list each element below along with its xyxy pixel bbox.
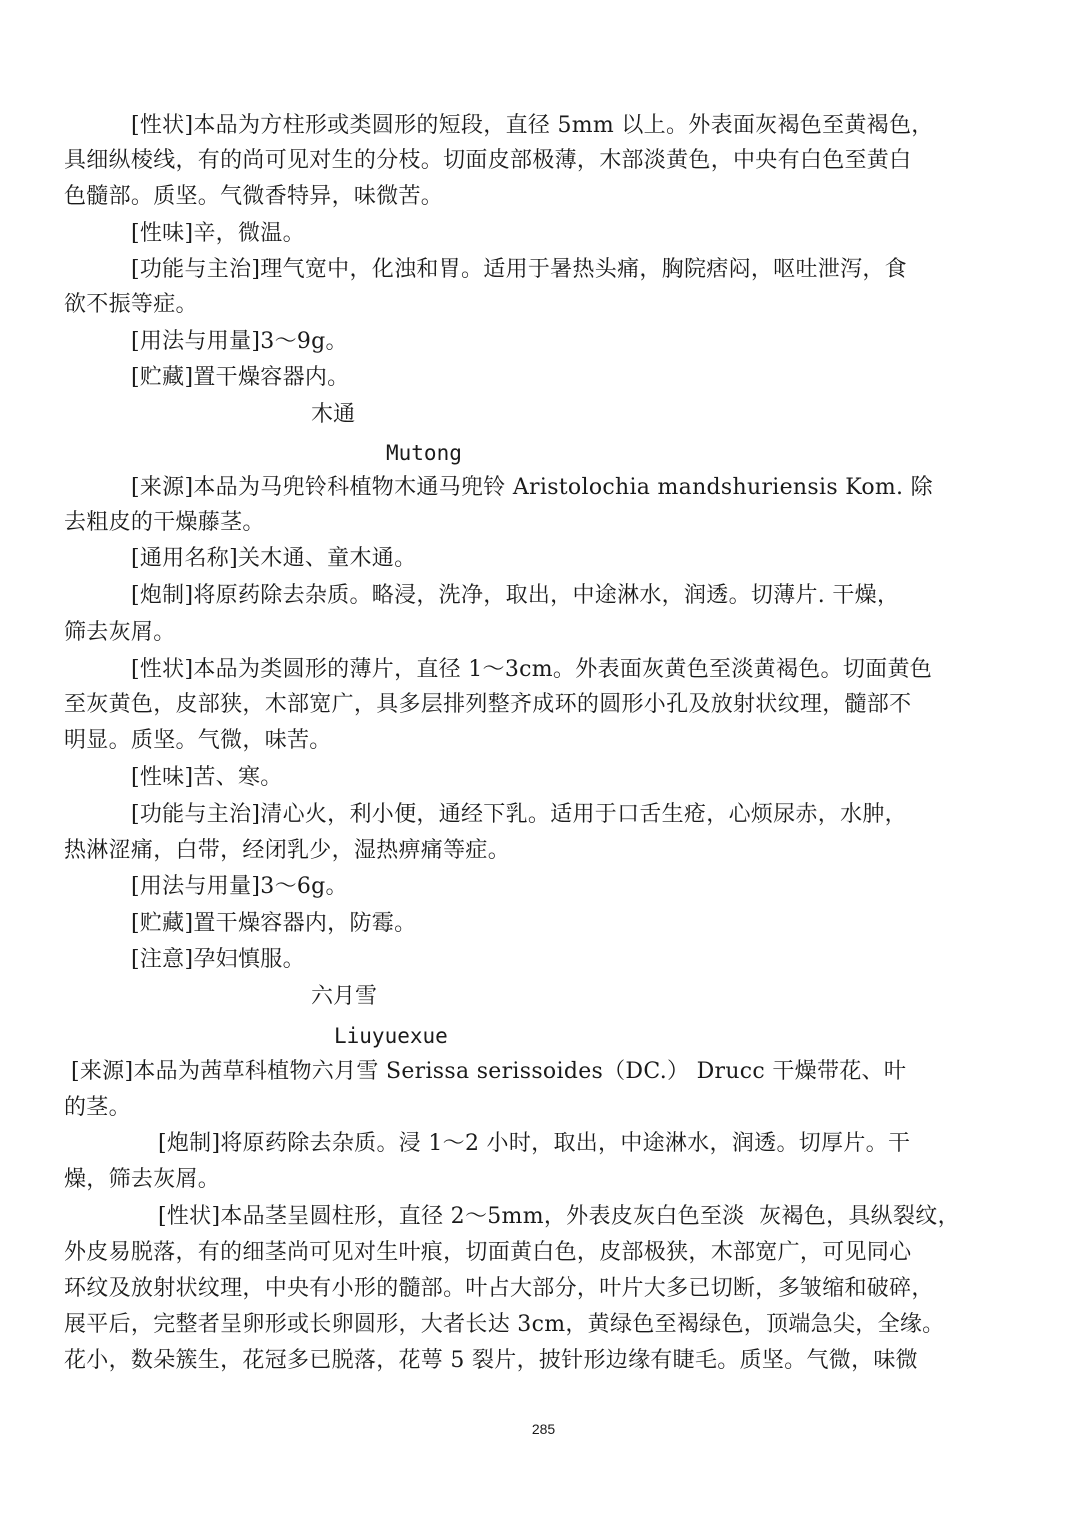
entry-latin-liuyuexue: Liuyuexue [334, 1024, 448, 1048]
prev-character-line-3: 色髓部。质坚。气微香特异，味微苦。 [64, 184, 444, 209]
mutong-caution: [注意]孕妇慎服。 [131, 947, 305, 972]
entry-latin-mutong: Mutong [386, 441, 462, 465]
mutong-source-line-1: [来源]本品为马兜铃科植物木通马兜铃 Aristolochia mandshuriensis Kom. 除 [131, 475, 933, 500]
mutong-character-line-2: 至灰黄色，皮部狭，木部宽广，具多层排列整齐成环的圆形小孔及放射状纹理，髓部不 [64, 692, 912, 717]
mutong-function-line-2: 热淋涩痛，白带，经闭乳少，湿热痹痛等症。 [64, 838, 511, 863]
mutong-common-name: [通用名称]关木通、童木通。 [131, 546, 417, 571]
mutong-character-line-1: [性状]本品为类圆形的薄片，直径 1～3cm。外表面灰黄色至淡黄褐色。切面黄色 [131, 657, 933, 682]
prev-character-line-1: [性状]本品为方柱形或类圆形的短段，直径 5mm 以上。外表面灰褐色至黄褐色， [131, 113, 934, 138]
mutong-processing-line-2: 筛去灰屑。 [64, 620, 176, 645]
liuyuexue-processing-line-2: 燥，筛去灰屑。 [64, 1167, 221, 1192]
mutong-processing-line-1: [炮制]将原药除去杂质。略浸，洗净，取出，中途淋水，润透。切薄片. 干燥， [131, 583, 900, 608]
entry-title-mutong: 木通 [311, 402, 356, 427]
mutong-taste: [性味]苦、寒。 [131, 765, 283, 790]
liuyuexue-character-line-2: 外皮易脱落，有的细茎尚可见对生叶痕，切面黄白色，皮部极狭，木部宽广，可见同心 [64, 1240, 912, 1265]
page-number: 285 [531, 1421, 556, 1437]
mutong-storage: [贮藏]置干燥容器内，防霉。 [131, 911, 417, 936]
liuyuexue-source-line-1: [来源]本品为茜草科植物六月雪 Serissa serissoides（DC.） Drucc 干燥带花、叶 [71, 1059, 907, 1084]
liuyuexue-source-line-2: 的茎。 [64, 1095, 131, 1120]
entry-title-liuyuexue: 六月雪 [311, 984, 378, 1009]
prev-storage: [贮藏]置干燥容器内。 [131, 365, 350, 390]
liuyuexue-character-line-5: 花小，数朵簇生，花冠多已脱落，花萼 5 裂片，披针形边缘有睫毛。质坚。气微，味微 [64, 1348, 918, 1373]
prev-dosage: [用法与用量]3～9g。 [131, 329, 348, 354]
liuyuexue-character-line-3: 环纹及放射状纹理，中央有小形的髓部。叶占大部分，叶片大多已切断，多皱缩和破碎， [64, 1276, 934, 1301]
liuyuexue-processing-line-1: [炮制]将原药除去杂质。浸 1～2 小时，取出，中途淋水，润透。切厚片。干 [158, 1131, 911, 1156]
mutong-function-line-1: [功能与主治]清心火，利小便，通经下乳。适用于口舌生疮，心烦尿赤，水肿， [131, 802, 907, 827]
prev-function-line-1: [功能与主治]理气宽中，化浊和胃。适用于暑热头痛，胸院痞闷，呕吐泄泻，食 [131, 257, 907, 282]
mutong-dosage: [用法与用量]3～6g。 [131, 874, 348, 899]
mutong-source-line-2: 去粗皮的干燥藤茎。 [64, 510, 265, 535]
prev-taste: [性味]辛，微温。 [131, 221, 305, 246]
liuyuexue-character-line-1: [性状]本品茎呈圆柱形，直径 2～5mm，外表皮灰白色至淡 灰褐色，具纵裂纹， [158, 1204, 960, 1229]
prev-character-line-2: 具细纵棱线，有的尚可见对生的分枝。切面皮部极薄，木部淡黄色，中央有白色至黄白 [64, 148, 912, 173]
mutong-character-line-3: 明显。质坚。气微，味苦。 [64, 728, 332, 753]
liuyuexue-character-line-4: 展平后，完整者呈卵形或长卵圆形，大者长达 3cm，黄绿色至褐绿色，顶端急尖，全缘。 [64, 1312, 945, 1337]
prev-function-line-2: 欲不振等症。 [64, 292, 198, 317]
